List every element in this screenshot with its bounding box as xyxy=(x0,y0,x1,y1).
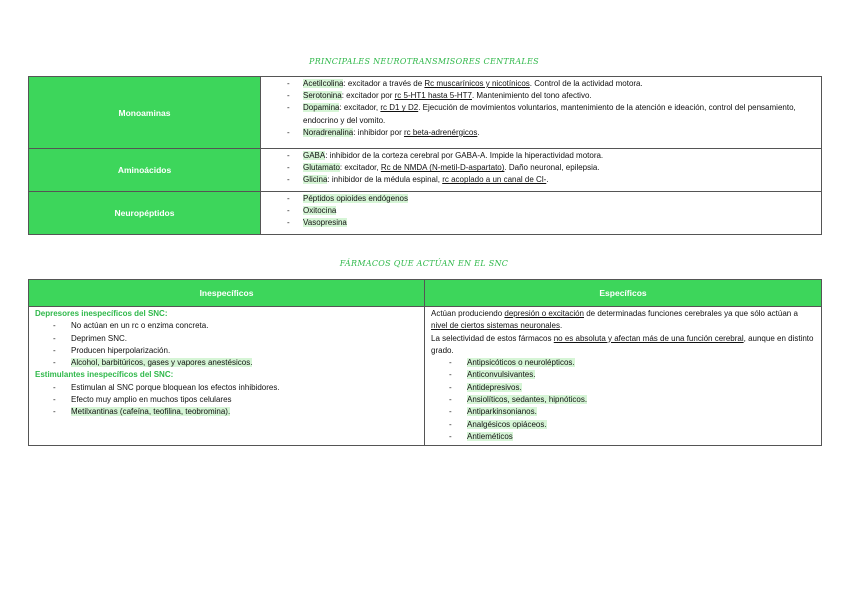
table-row xyxy=(29,307,822,446)
list-item xyxy=(287,193,817,205)
list-item: - Efecto muy amplio en muchos tipos celulares xyxy=(53,394,418,406)
column-header: Específicos xyxy=(425,280,822,307)
list-item xyxy=(449,382,815,394)
list-item xyxy=(287,90,817,102)
description-paragraph xyxy=(431,308,815,333)
table-row xyxy=(29,77,822,149)
nt-text: . Ejecución de movimientos voluntarios, mantenimiento de la atención e ideación, control del pensamiento, endocrino y del vomito. xyxy=(303,103,796,125)
nt-name: Glicina xyxy=(303,175,328,185)
nt-text: : inhibidor por xyxy=(353,127,404,137)
nt-text: : inhibidor de la corteza cerebral por GABA-A. Impide la hiperactividad motora. xyxy=(325,151,604,160)
list-item: - Deprimen SNC. xyxy=(53,333,418,345)
drug-class: Antiparkinsonianos. xyxy=(467,407,537,417)
nonspecific-cell xyxy=(29,307,425,446)
list-item xyxy=(287,78,817,90)
underlined-text: no es absoluta y afectan más de una función cerebral xyxy=(553,333,744,343)
nt-receptor: rc D1 y D2 xyxy=(380,103,419,113)
list-item xyxy=(449,369,815,381)
nt-text: : excitador por xyxy=(341,91,395,101)
nt-name: Serotonina xyxy=(303,91,342,101)
list-item xyxy=(287,217,817,229)
nt-text: . xyxy=(546,175,549,185)
nt-receptor: Rc muscarínicos y nicotínicos xyxy=(424,79,530,88)
group-title: Depresores inespecíficos del SNC: xyxy=(35,309,168,318)
nt-name: Péptidos opioides endógenos xyxy=(303,194,408,203)
underlined-text: depresión o excitación xyxy=(504,309,584,318)
text: , aunque en distinto grado. xyxy=(431,333,814,355)
table-header-row xyxy=(29,280,822,307)
list-item xyxy=(449,406,815,418)
description-paragraph xyxy=(431,333,815,358)
nt-text: : excitador, xyxy=(339,163,381,173)
drug-class: Antidepresivos. xyxy=(467,382,522,392)
list-item xyxy=(287,127,817,139)
drug-class: Analgésicos opiáceos. xyxy=(467,419,547,429)
nt-receptor: rc acoplado a un canal de Cl- xyxy=(442,175,547,185)
category-content xyxy=(261,192,822,235)
drug-class: Antipsicóticos o neurolépticos. xyxy=(467,358,575,368)
list-item xyxy=(53,406,418,418)
list-item xyxy=(287,102,817,126)
nt-name: Dopamina xyxy=(303,103,340,113)
drug-class: Anticonvulsivantes. xyxy=(467,370,536,380)
highlighted-text: Alcohol, barbitúricos, gases y vapores anestésicos. xyxy=(71,358,253,368)
list-item xyxy=(449,394,815,406)
list-item xyxy=(287,205,817,217)
nt-name: Noradrenalina xyxy=(303,127,354,137)
list-item: - Estimulan al SNC porque bloquean los efectos inhibidores. xyxy=(53,382,418,394)
nt-receptor: rc 5-HT1 hasta 5-HT7 xyxy=(394,91,472,101)
nt-text: . Control de la actividad motora. xyxy=(529,79,643,88)
drugs-table xyxy=(28,279,822,446)
nt-name: GABA xyxy=(303,151,326,160)
list-item xyxy=(287,162,817,174)
category-content xyxy=(261,77,822,149)
text: . xyxy=(559,321,563,331)
list-item: - Producen hiperpolarización. xyxy=(53,345,418,357)
drugs-title: FÁRMACOS QUE ACTÚAN EN EL SNC xyxy=(339,259,509,268)
nt-text: . xyxy=(477,127,480,137)
nt-name: Oxitocina xyxy=(303,206,337,216)
neurotransmitters-table xyxy=(28,76,822,235)
list-item xyxy=(287,150,817,162)
drug-class: Antieméticos xyxy=(467,431,513,441)
specific-cell xyxy=(425,307,822,446)
nt-text: . Mantenimiento del tono afectivo. xyxy=(471,91,592,101)
nt-receptor: Rc de NMDA (N-metil-D-aspartato) xyxy=(380,163,505,173)
text: de determinadas funciones cerebrales ya que sólo actúan a xyxy=(584,309,798,318)
group-title: Estimulantes inespecíficos del SNC: xyxy=(35,370,174,380)
underlined-text: nivel de ciertos sistemas neuronales xyxy=(431,321,560,331)
nt-name: Acetilcolina xyxy=(303,79,344,88)
nt-text: : inhibidor de la médula espinal, xyxy=(327,175,443,185)
list-item: - No actúan en un rc o enzima concreta. xyxy=(53,320,418,332)
nt-text: : excitador, xyxy=(339,103,381,113)
nt-text: : excitador a través de xyxy=(343,79,425,88)
category-content xyxy=(261,149,822,192)
category-label: Monoaminas xyxy=(29,77,261,149)
category-label: Neuropéptidos xyxy=(29,192,261,235)
drug-class: Ansiolíticos, sedantes, hipnóticos. xyxy=(467,395,588,405)
list-item xyxy=(449,431,815,443)
list-item xyxy=(287,174,817,186)
list-item xyxy=(53,357,418,369)
nt-name: Glutamato xyxy=(303,163,340,173)
text: La selectividad de estos fármacos xyxy=(431,333,554,343)
category-label: Aminoácidos xyxy=(29,149,261,192)
nt-text: . Daño neuronal, epilepsia. xyxy=(504,163,600,173)
column-header: Inespecíficos xyxy=(29,280,425,307)
text: Actúan produciendo xyxy=(431,309,505,318)
nt-name: Vasopresina xyxy=(303,218,347,228)
table-row xyxy=(29,192,822,235)
highlighted-text: Metilxantinas (cafeína, teofilina, teobromina). xyxy=(71,407,231,417)
list-item xyxy=(449,357,815,369)
table-row xyxy=(29,149,822,192)
list-item xyxy=(449,419,815,431)
neurotransmitters-title: PRINCIPALES NEUROTRANSMISORES CENTRALES xyxy=(309,57,539,66)
nt-receptor: rc beta-adrenérgicos xyxy=(403,127,478,137)
